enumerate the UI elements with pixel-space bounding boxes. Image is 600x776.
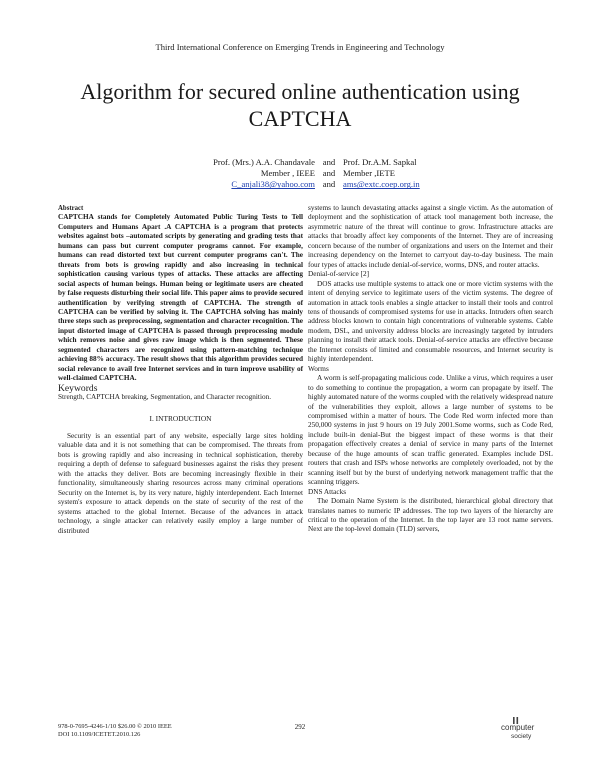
attacks-paragraph: systems to launch devastating attacks against a single victim. As the automation of deployment and the sophistication of attack tool management both increase, the asymmetric nature of the threat will continue to grow. Infrastructure attacks are attacks that broadly affect key components of the Internet. They are of increasing concern because of the number of organizations and users on the Internet and their increasing dependency on the Internet to carryout day-to-day business. The main four types of attacks include denial-of-service, worms, DNS, and router attacks.: [308, 204, 553, 269]
introduction-heading: I. INTRODUCTION: [149, 413, 212, 423]
page-number: 292: [294, 723, 306, 731]
dos-heading: Denial-of-service [2]: [308, 270, 369, 279]
footer-isbn: 978-0-7695-4246-1/10 $26.00 © 2010 IEEE: [58, 723, 172, 730]
author-separator: and: [322, 179, 336, 190]
left-column: [58, 204, 303, 536]
keywords-heading: Keywords: [58, 382, 98, 394]
abstract-text: CAPTCHA stands for Completely Automated Public Turing Tests to Tell Computers and Humans Apart .A CAPTCHA is a program that protects websites against bots –automated scripts by generating and grading tests that humans can pass but current computer programs cannot. For example, humans can read distorted text but current computer programs can't. The threats from bots is growing rapidly and also increasing in technical sophistication causing various types of attacks. These attacks are affecting social aspects of human beings. Human being or legitimate users are cheated by false requests disturbing their social life. This paper aims to provide secured authentification by verifying strength of CAPTCHA. The strength of CAPTCHA can be verified by solving it. The CAPTCHA solving has mainly three steps such as preprocessing, segmentation and character recognition. The input distorted image of CAPTCHA is passed through preprocessing module which removes noise and gives raw image which is then segmented. These segmented characters are recognized using pattern-matching technique achieving 88% accuracy. The result shows that this algorithm provides secured social relevance to avail free Internet services and in turn improve usability of well-claimed CAPTCHA.: [58, 213, 303, 383]
author-row: [140, 157, 480, 168]
author-1-name: Prof. (Mrs.) A.A. Chandavale: [213, 157, 315, 167]
paper-title-line-2: CAPTCHA: [248, 106, 352, 131]
keywords-text: Strength, CAPTCHA breaking, Segmentation, and Character recognition.: [58, 393, 272, 402]
right-column: [308, 204, 553, 535]
author-separator: and: [322, 157, 336, 167]
ieee-computer-society-logo: [497, 716, 549, 744]
author-1-email-link[interactable]: C_anjali38@yahoo.com: [231, 179, 315, 190]
dns-paragraph: The Domain Name System is the distributed, hierarchical global directory that translates names to numeric IP addresses. The top two layers of the hierarchy are critical to the operation of the Internet. In the top layer are 13 root name servers. Next are the top-level domain (TLD) servers,: [308, 497, 553, 534]
author-2-membership: Member ,IETE: [343, 168, 396, 179]
dos-paragraph: DOS attacks use multiple systems to attack one or more victim systems with the intent of denying service to legitimate users of the victim systems. The degree of automation in attack tools enables a single attacker to install their tools and control tens of thousands of compromised systems for use in attacks. Intruders often search address blocks known to contain high concentrations of vulnerable systems. Cable modem, DSL, and university address blocks are increasingly targeted by intruders planning to install their attack tools. Denial-of-service attacks are effective because the Internet consists of limited and consumable resources, and Internet security is highly interdependent.: [308, 279, 553, 364]
author-2-email-link[interactable]: ams@extc.coep.org.in: [343, 179, 420, 190]
author-1-membership: Member , IEEE: [260, 168, 315, 179]
logo-word-computer: computer: [501, 723, 535, 732]
author-row: [140, 168, 480, 179]
conference-header: Third International Conference on Emerging Trends in Engineering and Technology: [155, 42, 445, 52]
author-2-name: Prof. Dr.A.M. Sapkal: [343, 157, 417, 167]
author-separator: and: [322, 168, 336, 179]
introduction-text: Security is an essential part of any website, especially large sites holding valuable data and it is not something that can be compromised. The threats from bots is growing rapidly and also increasing in technical sophistication, thereby requiring a depth of defense to safeguard businesses against the risks they present with the attacks they deliver. Bots are becoming increasingly flexible in their functionality, simultaneously sharing resources across many criminal operations Security on the Internet is, by its very nature, highly interdependent. Each Internet system's exposure to attack depends on the state of security of the rest of the systems attached to the global Internet. Because of the advances in attack technology, a single attacker can relatively easily employ a large number of distributed: [58, 431, 303, 535]
abstract-heading: Abstract: [58, 205, 84, 212]
author-row: [140, 179, 480, 190]
paper-title-line-1: Algorithm for secured online authentication using: [80, 79, 520, 104]
worms-paragraph: A worm is self-propagating malicious code. Unlike a virus, which requires a user to do something to continue the propagation, a worm can propagate by itself. The highly automated nature of the worms coupled with the relatively widespread nature of the vulnerabilities they exploit, allows a large number of systems to be compromised within a matter of hours. The Code Red worm infected more than 250,000 systems in just 9 hours on 19 July 2001.Some worms, such as Code Red, include built-in denial-But the biggest impact of these worms is that their propagation effectively creates a denial of service in many parts of the Internet because of the huge amounts of scan traffic generated. Examples include DSL routers that crash and ISPs whose networks are completely overloaded, not by the scanning itself but by the burst of underlying network management traffic that the scanning triggers.: [308, 374, 553, 487]
dns-heading: DNS Attacks: [308, 487, 347, 496]
worms-heading: Worms: [308, 364, 329, 373]
paper-title: [40, 78, 560, 132]
author-block: [140, 157, 480, 191]
footer-doi: DOI 10.1109/ICETET.2010.126: [58, 731, 141, 739]
logo-word-society: society: [511, 733, 532, 740]
